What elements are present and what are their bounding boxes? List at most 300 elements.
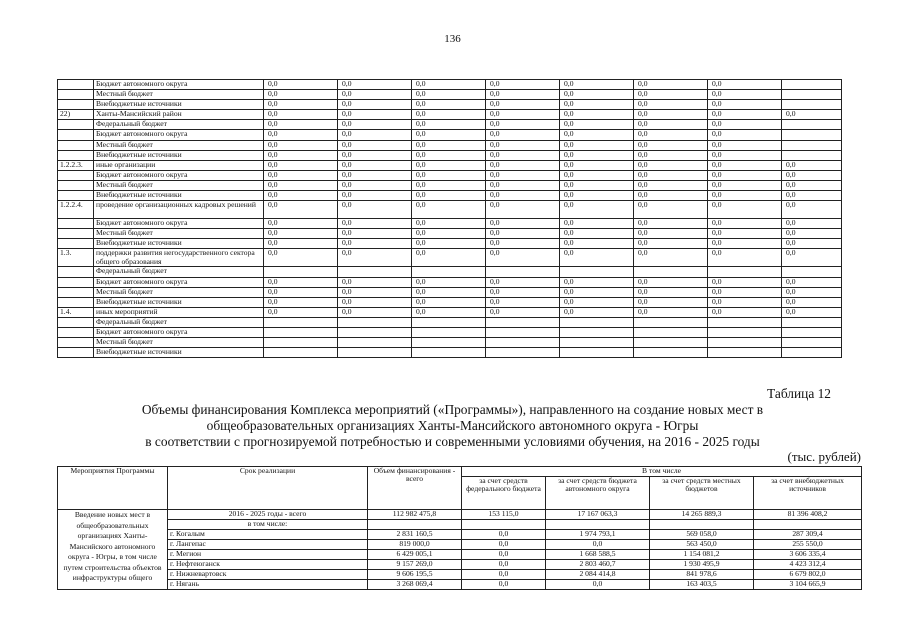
value-cell: [782, 130, 842, 140]
value-cell: [560, 327, 634, 337]
table-row: [58, 140, 842, 150]
units-label: (тыс. рублей): [787, 449, 861, 464]
value-cell: 0,0: [462, 540, 546, 550]
municipality-label: г. Когалым: [168, 530, 368, 540]
value-cell: 0,0: [264, 180, 338, 190]
value-cell: 0,0: [708, 191, 782, 201]
table-row: [58, 130, 842, 140]
row-number: 1.3.: [58, 249, 94, 267]
value-cell: 0,0: [634, 297, 708, 307]
value-cell: [782, 140, 842, 150]
value-cell: 1 154 081,2: [650, 550, 754, 560]
row-name: Местный бюджет: [94, 90, 264, 100]
value-cell: 0,0: [338, 201, 412, 219]
value-cell: 0,0: [412, 191, 486, 201]
value-cell: 0,0: [560, 100, 634, 110]
value-cell: 3 606 335,4: [754, 550, 862, 560]
row-name: Местный бюджет: [94, 140, 264, 150]
table-row: [58, 267, 842, 277]
value-cell: 0,0: [634, 140, 708, 150]
value-cell: 0,0: [708, 239, 782, 249]
value-cell: 0,0: [782, 307, 842, 317]
value-cell: [708, 317, 782, 327]
value-cell: 0,0: [634, 229, 708, 239]
value-cell: 0,0: [338, 287, 412, 297]
value-cell: [412, 348, 486, 358]
value-cell: 0,0: [462, 570, 546, 580]
row-number: [58, 277, 94, 287]
row-number: [58, 100, 94, 110]
value-cell: 0,0: [708, 307, 782, 317]
value-cell: 0,0: [486, 191, 560, 201]
value-cell: 0,0: [782, 201, 842, 219]
value-cell: 0,0: [264, 100, 338, 110]
value-cell: 0,0: [546, 540, 650, 550]
total-volume: 112 982 475,8: [368, 510, 462, 520]
value-cell: 0,0: [486, 287, 560, 297]
value-cell: [634, 348, 708, 358]
table-row: [58, 110, 842, 120]
value-cell: 0,0: [634, 307, 708, 317]
total-extra: 81 396 408,2: [754, 510, 862, 520]
value-cell: [264, 348, 338, 358]
table-row: [58, 90, 842, 100]
value-cell: 0,0: [560, 140, 634, 150]
value-cell: 0,0: [462, 530, 546, 540]
value-cell: 0,0: [264, 201, 338, 219]
value-cell: 0,0: [560, 170, 634, 180]
value-cell: [782, 348, 842, 358]
value-cell: 0,0: [560, 160, 634, 170]
value-cell: [782, 80, 842, 90]
value-cell: 0,0: [412, 297, 486, 307]
table-row: [58, 201, 842, 219]
value-cell: 0,0: [634, 150, 708, 160]
value-cell: 0,0: [412, 287, 486, 297]
value-cell: 0,0: [462, 560, 546, 570]
value-cell: [264, 327, 338, 337]
value-cell: 0,0: [264, 170, 338, 180]
value-cell: 0,0: [708, 110, 782, 120]
value-cell: [782, 317, 842, 327]
value-cell: 0,0: [782, 170, 842, 180]
value-cell: 0,0: [338, 80, 412, 90]
value-cell: 0,0: [264, 150, 338, 160]
value-cell: 0,0: [486, 130, 560, 140]
value-cell: 0,0: [264, 297, 338, 307]
value-cell: 0,0: [782, 160, 842, 170]
value-cell: 0,0: [634, 219, 708, 229]
row-number: [58, 348, 94, 358]
value-cell: 4 423 312,4: [754, 560, 862, 570]
value-cell: [634, 327, 708, 337]
value-cell: 0,0: [412, 120, 486, 130]
value-cell: 0,0: [634, 110, 708, 120]
value-cell: 0,0: [708, 170, 782, 180]
value-cell: 0,0: [782, 191, 842, 201]
value-cell: 1 974 793,1: [546, 530, 650, 540]
row-name: Местный бюджет: [94, 229, 264, 239]
value-cell: 2 803 460,7: [546, 560, 650, 570]
value-cell: 6 679 802,0: [754, 570, 862, 580]
table-row: [58, 520, 862, 530]
row-name: Местный бюджет: [94, 338, 264, 348]
value-cell: 0,0: [486, 201, 560, 219]
value-cell: 0,0: [264, 249, 338, 267]
value-cell: 163 403,5: [650, 580, 754, 590]
value-cell: 0,0: [412, 80, 486, 90]
value-cell: 0,0: [486, 170, 560, 180]
value-cell: 0,0: [412, 307, 486, 317]
table-row: [58, 180, 842, 190]
value-cell: [486, 267, 560, 277]
value-cell: [782, 120, 842, 130]
value-cell: 0,0: [708, 249, 782, 267]
value-cell: 0,0: [708, 201, 782, 219]
value-cell: 0,0: [708, 90, 782, 100]
value-cell: 0,0: [412, 180, 486, 190]
table-number: Таблица 12: [767, 386, 831, 401]
header-regional: за счет средств бюджета автономного округа: [546, 477, 650, 510]
funding-table-continued: [57, 79, 842, 358]
value-cell: 0,0: [486, 277, 560, 287]
value-cell: 2 084 414,8: [546, 570, 650, 580]
value-cell: 0,0: [560, 130, 634, 140]
value-cell: 0,0: [338, 191, 412, 201]
value-cell: 0,0: [634, 100, 708, 110]
value-cell: 0,0: [634, 130, 708, 140]
value-cell: 0,0: [338, 307, 412, 317]
value-cell: 0,0: [338, 150, 412, 160]
municipality-label: г. Нефтеюганск: [168, 560, 368, 570]
value-cell: 0,0: [264, 130, 338, 140]
value-cell: 0,0: [486, 80, 560, 90]
value-cell: [782, 150, 842, 160]
value-cell: 563 450,0: [650, 540, 754, 550]
header-federal: за счет средств федерального бюджета: [462, 477, 546, 510]
value-cell: 0,0: [782, 287, 842, 297]
value-cell: 0,0: [486, 90, 560, 100]
table-row: [58, 307, 842, 317]
value-cell: 0,0: [338, 110, 412, 120]
table-row: [58, 170, 842, 180]
value-cell: 0,0: [708, 140, 782, 150]
caption-line-3: в соответствии с прогнозируемой потребностью и современными условиями обучения, на 2016 - 2025 годы: [145, 434, 760, 449]
value-cell: 1 930 495,9: [650, 560, 754, 570]
value-cell: 0,0: [264, 219, 338, 229]
value-cell: 0,0: [782, 219, 842, 229]
row-number: [58, 130, 94, 140]
value-cell: [264, 338, 338, 348]
value-cell: 0,0: [486, 100, 560, 110]
value-cell: [560, 348, 634, 358]
value-cell: 0,0: [560, 201, 634, 219]
value-cell: 0,0: [560, 110, 634, 120]
value-cell: 0,0: [412, 277, 486, 287]
row-number: [58, 170, 94, 180]
value-cell: [560, 267, 634, 277]
row-name: Внебюджетные источники: [94, 100, 264, 110]
value-cell: 0,0: [338, 170, 412, 180]
value-cell: 0,0: [634, 160, 708, 170]
caption-line-1: Объемы финансирования Комплекса мероприятий («Программы»), направленного на создание новых мест в: [141, 402, 764, 417]
measure-cell: Введение новых мест в общеобразовательных организациях Ханты-Мансийского автономного округа - Югры, в том числе путем строительства объектов инфраструктуры общего: [58, 510, 168, 590]
value-cell: 0,0: [264, 191, 338, 201]
municipality-label: г. Мегион: [168, 550, 368, 560]
value-cell: [264, 317, 338, 327]
value-cell: 0,0: [708, 100, 782, 110]
row-name: Внебюджетные источники: [94, 297, 264, 307]
value-cell: 0,0: [486, 239, 560, 249]
value-cell: 0,0: [486, 110, 560, 120]
value-cell: 9 606 195,5: [368, 570, 462, 580]
value-cell: 0,0: [412, 239, 486, 249]
period-total: 2016 - 2025 годы - всего: [168, 510, 368, 520]
total-federal: 153 115,0: [462, 510, 546, 520]
table-row: [58, 150, 842, 160]
table-row: [58, 580, 862, 590]
value-cell: [412, 338, 486, 348]
funding-table-12: [57, 466, 862, 590]
value-cell: [486, 338, 560, 348]
value-cell: 0,0: [412, 219, 486, 229]
row-number: [58, 338, 94, 348]
value-cell: 0,0: [412, 249, 486, 267]
value-cell: 841 978,6: [650, 570, 754, 580]
value-cell: [412, 327, 486, 337]
row-number: [58, 297, 94, 307]
value-cell: 0,0: [486, 120, 560, 130]
value-cell: 0,0: [560, 307, 634, 317]
row-name: Внебюджетные источники: [94, 191, 264, 201]
table-row: [58, 338, 842, 348]
value-cell: [782, 338, 842, 348]
table-row: [58, 317, 842, 327]
value-cell: [486, 317, 560, 327]
row-number: [58, 267, 94, 277]
table-row: [58, 550, 862, 560]
value-cell: 0,0: [462, 550, 546, 560]
value-cell: [634, 338, 708, 348]
table-row: [58, 560, 862, 570]
value-cell: [338, 267, 412, 277]
value-cell: 0,0: [708, 120, 782, 130]
value-cell: 0,0: [338, 160, 412, 170]
value-cell: 0,0: [560, 150, 634, 160]
value-cell: 0,0: [782, 297, 842, 307]
value-cell: [486, 348, 560, 358]
table-row: [58, 249, 842, 267]
value-cell: [412, 317, 486, 327]
municipality-label: г. Лангепас: [168, 540, 368, 550]
value-cell: 255 550,0: [754, 540, 862, 550]
row-name: Бюджет автономного округа: [94, 170, 264, 180]
row-number: [58, 317, 94, 327]
value-cell: [634, 317, 708, 327]
value-cell: 0,0: [338, 219, 412, 229]
value-cell: 0,0: [338, 277, 412, 287]
table-row: [58, 540, 862, 550]
value-cell: 0,0: [708, 180, 782, 190]
row-number: [58, 150, 94, 160]
value-cell: 0,0: [412, 140, 486, 150]
value-cell: 0,0: [634, 287, 708, 297]
value-cell: [486, 327, 560, 337]
value-cell: 0,0: [782, 110, 842, 120]
value-cell: 0,0: [634, 170, 708, 180]
value-cell: 0,0: [338, 100, 412, 110]
row-name: Внебюджетные источники: [94, 150, 264, 160]
row-number: 1.2.2.4.: [58, 201, 94, 219]
table-row: [58, 510, 862, 520]
value-cell: 3 268 069,4: [368, 580, 462, 590]
value-cell: 0,0: [412, 170, 486, 180]
table-row: [58, 80, 842, 90]
row-name: Ханты-Мансийский район: [94, 110, 264, 120]
value-cell: [708, 267, 782, 277]
value-cell: 0,0: [486, 160, 560, 170]
value-cell: 0,0: [486, 180, 560, 190]
value-cell: 0,0: [634, 277, 708, 287]
value-cell: 0,0: [634, 80, 708, 90]
value-cell: 569 058,0: [650, 530, 754, 540]
row-name: Бюджет автономного округа: [94, 277, 264, 287]
row-number: 1.2.2.3.: [58, 160, 94, 170]
value-cell: [338, 317, 412, 327]
value-cell: 0,0: [338, 180, 412, 190]
value-cell: 0,0: [486, 150, 560, 160]
header-including: В том числе: [462, 467, 862, 477]
value-cell: 0,0: [264, 120, 338, 130]
value-cell: [412, 267, 486, 277]
value-cell: [782, 327, 842, 337]
header-extra: за счет внебюджетных источников: [754, 477, 862, 510]
row-name: Местный бюджет: [94, 287, 264, 297]
table-row: [58, 219, 842, 229]
value-cell: 0,0: [412, 201, 486, 219]
row-number: 1.4.: [58, 307, 94, 317]
table-row: [58, 239, 842, 249]
row-number: [58, 180, 94, 190]
value-cell: 0,0: [708, 277, 782, 287]
value-cell: 3 104 665,9: [754, 580, 862, 590]
value-cell: 0,0: [782, 229, 842, 239]
total-regional: 17 167 063,3: [546, 510, 650, 520]
total-local: 14 265 889,3: [650, 510, 754, 520]
row-number: [58, 191, 94, 201]
value-cell: 0,0: [338, 120, 412, 130]
value-cell: 0,0: [560, 80, 634, 90]
value-cell: [560, 317, 634, 327]
municipality-label: г. Нягань: [168, 580, 368, 590]
value-cell: 0,0: [634, 201, 708, 219]
value-cell: 0,0: [412, 229, 486, 239]
header-local: за счет средств местных бюджетов: [650, 477, 754, 510]
value-cell: 0,0: [486, 297, 560, 307]
value-cell: 0,0: [462, 580, 546, 590]
value-cell: 0,0: [560, 249, 634, 267]
value-cell: [708, 327, 782, 337]
row-name: Бюджет автономного округа: [94, 219, 264, 229]
value-cell: 0,0: [560, 191, 634, 201]
value-cell: 0,0: [264, 277, 338, 287]
value-cell: 0,0: [412, 100, 486, 110]
table-row: [58, 327, 842, 337]
row-name: Бюджет автономного округа: [94, 327, 264, 337]
value-cell: 6 429 005,1: [368, 550, 462, 560]
row-number: [58, 120, 94, 130]
value-cell: 0,0: [338, 239, 412, 249]
row-number: [58, 140, 94, 150]
value-cell: 0,0: [708, 160, 782, 170]
value-cell: 0,0: [264, 90, 338, 100]
value-cell: 0,0: [560, 120, 634, 130]
value-cell: 0,0: [338, 90, 412, 100]
value-cell: [708, 338, 782, 348]
row-number: [58, 229, 94, 239]
value-cell: [708, 348, 782, 358]
value-cell: 0,0: [708, 287, 782, 297]
table-row: [58, 297, 842, 307]
value-cell: 0,0: [264, 229, 338, 239]
row-number: [58, 327, 94, 337]
row-name: Бюджет автономного округа: [94, 80, 264, 90]
value-cell: 0,0: [546, 580, 650, 590]
value-cell: 0,0: [708, 297, 782, 307]
value-cell: 0,0: [708, 130, 782, 140]
value-cell: 0,0: [264, 160, 338, 170]
value-cell: 0,0: [708, 219, 782, 229]
caption-line-2: общеобразовательных организациях Ханты-Мансийского автономного округа - Югры: [206, 418, 699, 433]
row-number: [58, 287, 94, 297]
row-name: иные организации: [94, 160, 264, 170]
value-cell: 0,0: [634, 249, 708, 267]
value-cell: 0,0: [338, 249, 412, 267]
value-cell: 0,0: [560, 90, 634, 100]
value-cell: 0,0: [264, 239, 338, 249]
value-cell: 0,0: [486, 249, 560, 267]
row-name: Местный бюджет: [94, 180, 264, 190]
value-cell: 0,0: [338, 130, 412, 140]
value-cell: 0,0: [708, 229, 782, 239]
value-cell: [264, 267, 338, 277]
value-cell: 0,0: [338, 229, 412, 239]
table-row: [58, 277, 842, 287]
value-cell: 0,0: [486, 219, 560, 229]
value-cell: [782, 267, 842, 277]
value-cell: 0,0: [782, 180, 842, 190]
value-cell: 0,0: [560, 219, 634, 229]
table-row: [58, 287, 842, 297]
value-cell: [338, 348, 412, 358]
value-cell: 0,0: [264, 80, 338, 90]
value-cell: 0,0: [634, 191, 708, 201]
table-row: [58, 160, 842, 170]
row-name: Федеральный бюджет: [94, 267, 264, 277]
value-cell: 0,0: [412, 160, 486, 170]
row-number: [58, 80, 94, 90]
row-name: проведение организационных кадровых решений: [94, 201, 264, 219]
value-cell: 0,0: [708, 150, 782, 160]
value-cell: 0,0: [338, 140, 412, 150]
table-row: [58, 229, 842, 239]
row-name: иных мероприятий: [94, 307, 264, 317]
row-number: [58, 219, 94, 229]
value-cell: [560, 338, 634, 348]
value-cell: 9 157 269,0: [368, 560, 462, 570]
value-cell: 0,0: [412, 150, 486, 160]
value-cell: [782, 100, 842, 110]
